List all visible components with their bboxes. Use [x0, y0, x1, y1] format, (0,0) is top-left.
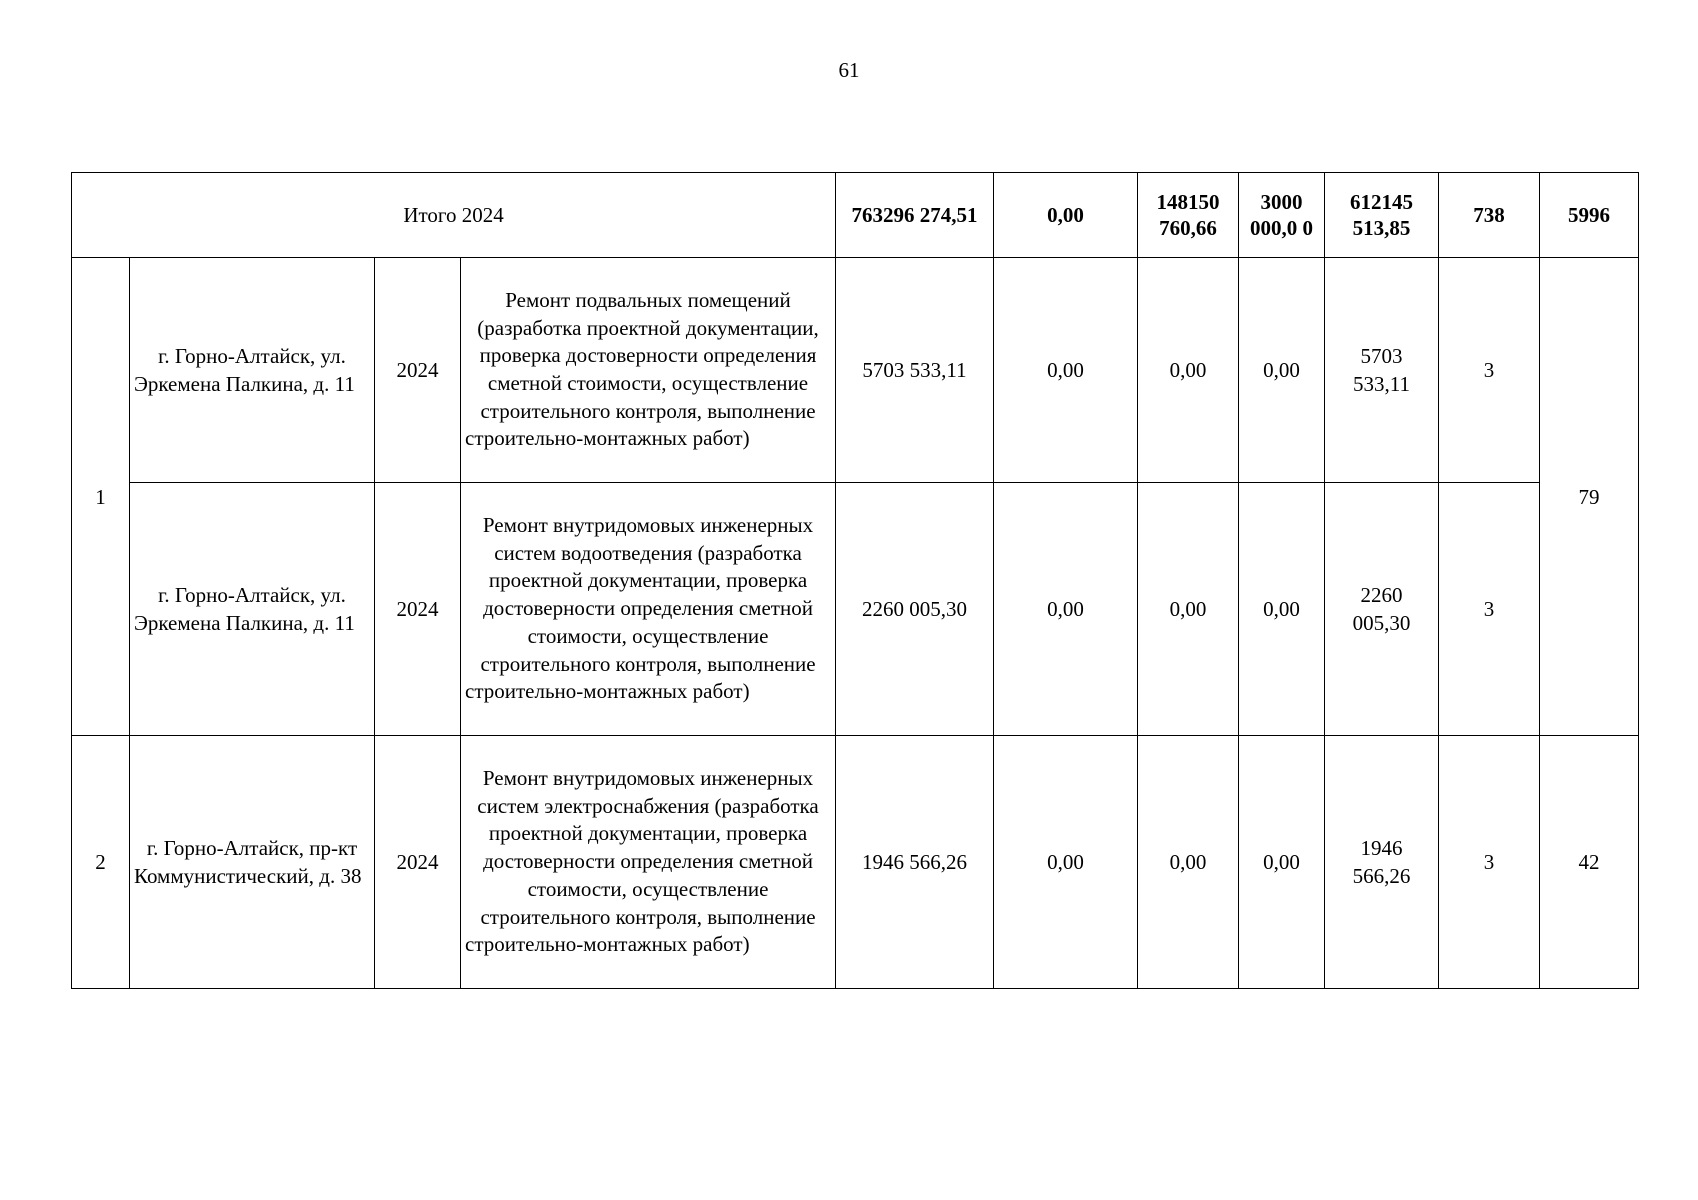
- row-address: г. Горно-Алтайск, ул. Эркемена Палкина, д. 11: [130, 483, 375, 736]
- row-fund-2: 0,00: [1138, 258, 1239, 483]
- row-fund-2: 0,00: [1138, 483, 1239, 736]
- row-cost-total: 5703 533,11: [836, 258, 994, 483]
- row-work-description: Ремонт подвальных помещений (разработка проектной документации, проверка достоверности определения сметной стоимости, осуществление строительного контроля, выполнение строительно-монтажных работ): [461, 258, 836, 483]
- table-row: [72, 736, 1639, 989]
- total-label: Итого 2024: [72, 173, 836, 258]
- row-cost-total: 2260 005,30: [836, 483, 994, 736]
- row-year: 2024: [375, 736, 461, 989]
- total-fund-3: 3000 000,0 0: [1239, 173, 1325, 258]
- row-work-description: Ремонт внутридомовых инженерных систем водоотведения (разработка проектной документации, проверка достоверности определения сметной стоимости, осуществление строительного контроля, выполнение строительно-монтажных работ): [461, 483, 836, 736]
- row-col-a: 3: [1439, 483, 1540, 736]
- row-address: г. Горно-Алтайск, пр-кт Коммунистический, д. 38: [130, 736, 375, 989]
- total-fund-1: 0,00: [994, 173, 1138, 258]
- row-work-description: Ремонт внутридомовых инженерных систем электроснабжения (разработка проектной документации, проверка достоверности определения сметной стоимости, осуществление строительного контроля, выполнение строительно-монтажных работ): [461, 736, 836, 989]
- row-year: 2024: [375, 483, 461, 736]
- table-row: [72, 258, 1639, 483]
- total-fund-4: 612145 513,85: [1325, 173, 1439, 258]
- row-fund-3: 0,00: [1239, 483, 1325, 736]
- row-fund-1: 0,00: [994, 258, 1138, 483]
- row-fund-1: 0,00: [994, 736, 1138, 989]
- row-fund-2: 0,00: [1138, 736, 1239, 989]
- row-col-b: 79: [1540, 258, 1639, 736]
- row-fund-4: 5703 533,11: [1325, 258, 1439, 483]
- row-fund-4: 1946 566,26: [1325, 736, 1439, 989]
- total-cost: 763296 274,51: [836, 173, 994, 258]
- row-number: 1: [72, 258, 130, 736]
- row-fund-3: 0,00: [1239, 736, 1325, 989]
- row-fund-1: 0,00: [994, 483, 1138, 736]
- total-col-b: 5996: [1540, 173, 1639, 258]
- total-col-a: 738: [1439, 173, 1540, 258]
- capital-repair-table: [71, 172, 1639, 989]
- row-fund-4: 2260 005,30: [1325, 483, 1439, 736]
- row-col-a: 3: [1439, 736, 1540, 989]
- page-number: 61: [838, 58, 860, 82]
- row-fund-3: 0,00: [1239, 258, 1325, 483]
- total-fund-2: 148150 760,66: [1138, 173, 1239, 258]
- row-cost-total: 1946 566,26: [836, 736, 994, 989]
- total-row: [72, 173, 1639, 258]
- row-number: 2: [72, 736, 130, 989]
- row-col-b: 42: [1540, 736, 1639, 989]
- row-year: 2024: [375, 258, 461, 483]
- row-address: г. Горно-Алтайск, ул. Эркемена Палкина, д. 11: [130, 258, 375, 483]
- row-col-a: 3: [1439, 258, 1540, 483]
- table-row: [72, 483, 1639, 736]
